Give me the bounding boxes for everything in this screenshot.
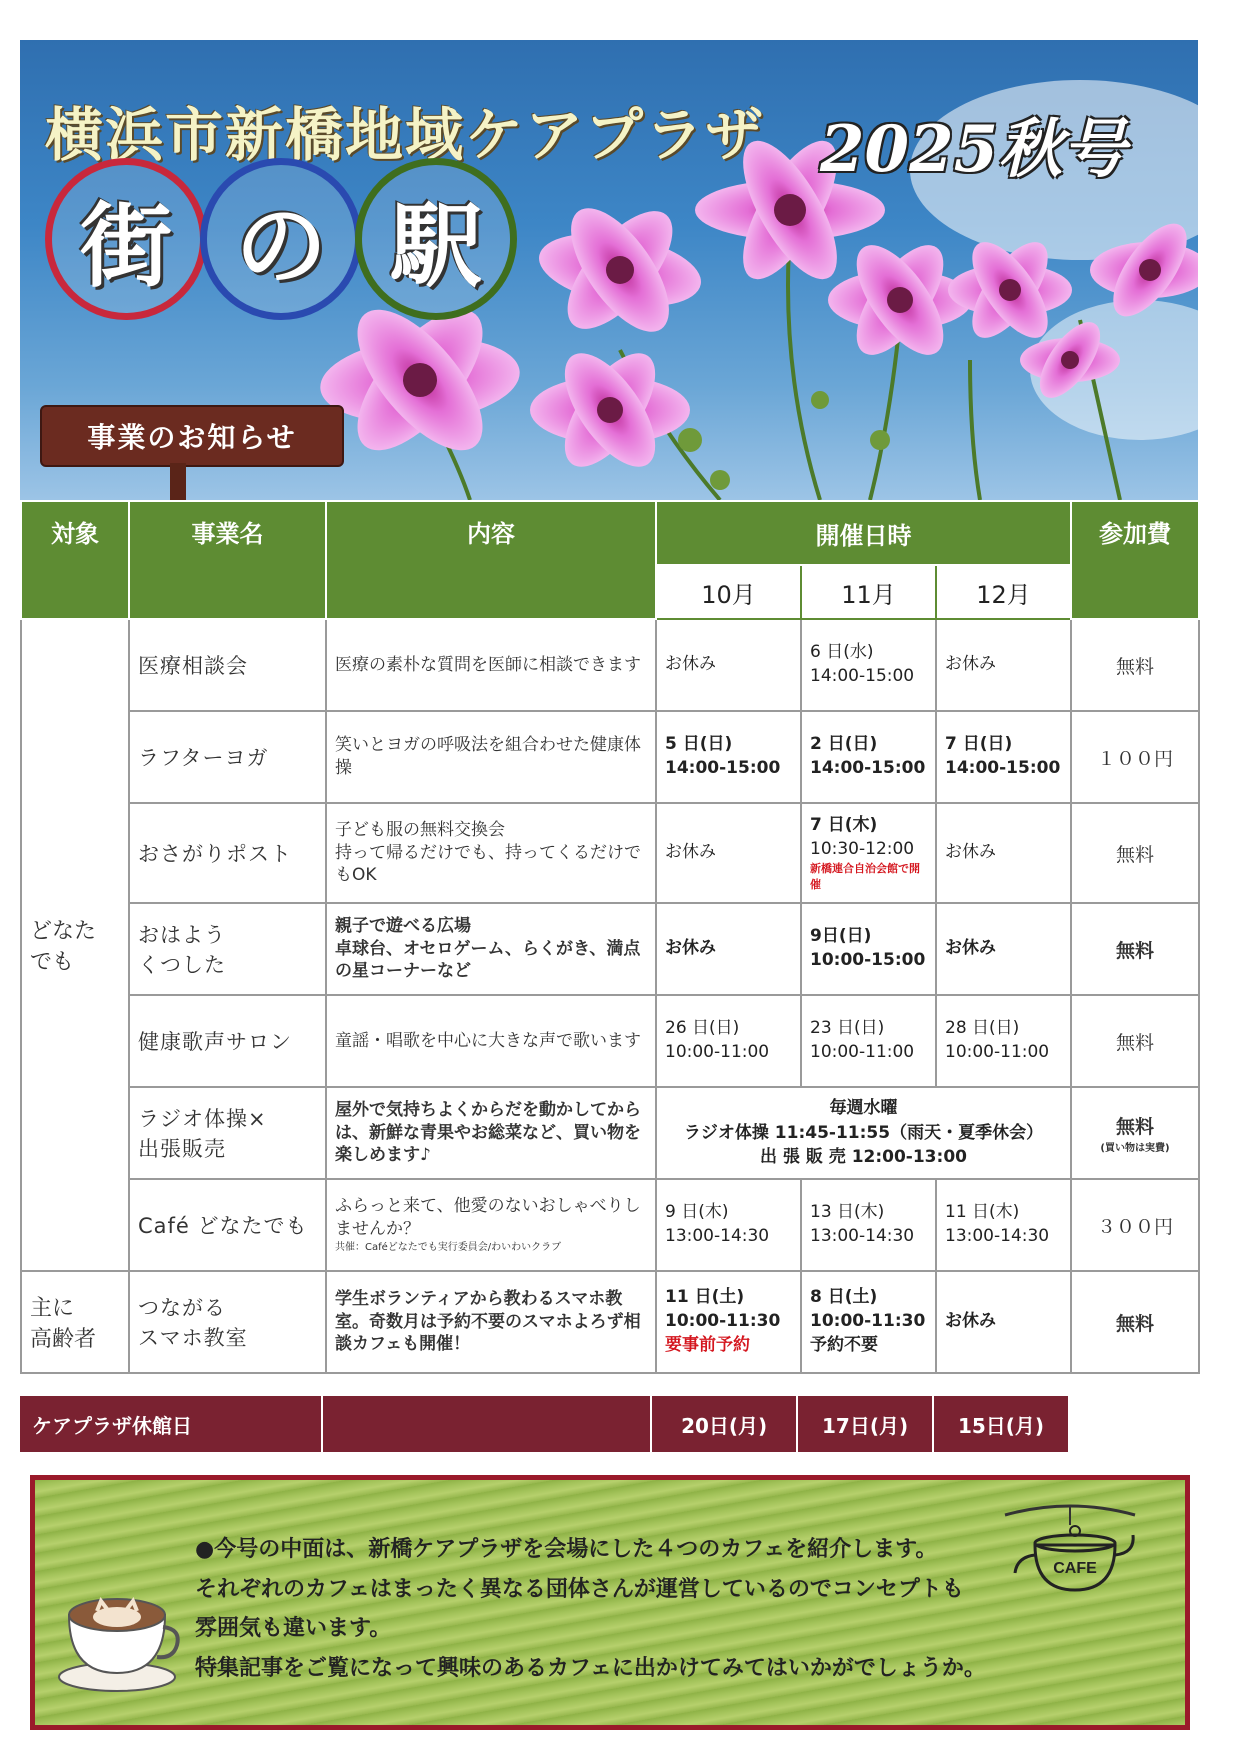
table-row: [21, 803, 1199, 903]
event-content: 笑いとヨガの呼吸法を組合わせた健康体操: [326, 711, 656, 803]
header-target: 対象: [21, 501, 129, 619]
cafe-teapot-sign-icon: [995, 1495, 1145, 1605]
table-row: [21, 1271, 1199, 1373]
merged-schedule-line: 出 張 販 売 12:00-13:00: [760, 1147, 967, 1168]
closed-days-spacer: [323, 1396, 652, 1452]
time-text: 14:00-15:00: [665, 758, 781, 778]
header-month-oct: 10月: [656, 565, 801, 619]
event-content: 童謡・唱歌を中心に大きな声で歌います: [326, 995, 656, 1087]
time-text: 14:00-15:00: [945, 758, 1061, 778]
time-text: 14:00-15:00: [810, 666, 915, 686]
date-text: お休み: [665, 938, 716, 959]
table-row: [21, 1179, 1199, 1271]
cohost-note: 共催：Caféどなたでも実行委員会/わいわいクラブ: [335, 1242, 562, 1254]
event-name: 医療相談会: [129, 619, 326, 711]
date-text: 11 日(土): [665, 1287, 745, 1308]
header-fee: 参加費: [1071, 501, 1199, 619]
cafe-sign-text: CAFE: [1053, 1560, 1097, 1577]
header-month-dec: 12月: [936, 565, 1071, 619]
date-text: 28 日(日): [945, 1018, 1020, 1039]
table-row: [21, 1087, 1199, 1179]
table-row: [21, 619, 1199, 711]
date-text: お休み: [945, 654, 996, 675]
feature-intro-box: [30, 1475, 1190, 1730]
event-name: おはよう くつした: [129, 903, 326, 995]
event-name: おさがりポスト: [129, 803, 326, 903]
signboard-post: [170, 463, 186, 500]
fee-note: (買い物は実費): [1100, 1143, 1170, 1154]
table-row: [21, 711, 1199, 803]
issue-label: 2025秋号: [820, 112, 1127, 187]
section-signboard: 事業のお知らせ: [40, 405, 344, 467]
time-text: 14:00-15:00: [810, 758, 926, 778]
header-schedule: 開催日時: [656, 501, 1071, 565]
time-text: 13:00-14:30: [945, 1226, 1050, 1246]
event-name: つながる スマホ教室: [129, 1271, 326, 1373]
title-char-3: 駅: [355, 158, 517, 320]
fee-text: 無料: [1071, 995, 1199, 1087]
reservation-note: 予約不要: [810, 1334, 878, 1355]
intro-line: 雰囲気も違います。: [195, 1616, 392, 1642]
reservation-note: 要事前予約: [665, 1334, 750, 1355]
header-month-nov: 11月: [801, 565, 936, 619]
latte-cat-cup-icon: [55, 1585, 185, 1695]
closed-day-nov: 17日(月): [798, 1396, 934, 1452]
merged-schedule-line: 毎週水曜: [829, 1098, 898, 1119]
intro-line: それぞれのカフェはまったく異なる団体さんが運営しているのでコンセプトも: [195, 1576, 964, 1602]
event-schedule-table: [20, 500, 1200, 1374]
title-char-1: 街: [45, 158, 207, 320]
intro-text: [195, 1530, 1095, 1688]
time-text: 10:30-12:00: [810, 838, 915, 859]
time-text: 10:00-11:00: [810, 1042, 915, 1062]
date-text: 9 日(木): [665, 1202, 729, 1223]
event-name: Café どなたでも: [129, 1179, 326, 1271]
fee-text: 無料: [1071, 803, 1199, 903]
title-char-2: の: [200, 158, 362, 320]
event-content: 親子で遊べる広場 卓球台、オセロゲーム、らくがき、満点の星コーナーなど: [326, 903, 656, 995]
date-text: 26 日(日): [665, 1018, 740, 1039]
date-text: お休み: [665, 842, 716, 863]
fee-text: 無料: [1071, 619, 1199, 711]
date-text: お休み: [665, 654, 716, 675]
event-name: 健康歌声サロン: [129, 995, 326, 1087]
event-name: ラジオ体操× 出張販売: [129, 1087, 326, 1179]
time-text: 10:00-11:00: [665, 1042, 770, 1062]
date-text: 9日(日): [810, 926, 872, 947]
time-text: 10:00-11:00: [945, 1042, 1050, 1062]
time-text: 10:00-11:30: [810, 1311, 926, 1332]
date-text: 5 日(日): [665, 734, 733, 755]
date-text: 13 日(木): [810, 1202, 885, 1223]
time-text: 10:00-11:30: [665, 1311, 781, 1332]
table-row: [21, 995, 1199, 1087]
date-text: お休み: [945, 938, 996, 959]
event-content: ふらっと来て、他愛のないおしゃべりしませんか？: [335, 1196, 641, 1240]
fee-text: ３００円: [1071, 1179, 1199, 1271]
date-text: お休み: [945, 1311, 996, 1332]
time-text: 13:00-14:30: [665, 1226, 770, 1246]
event-content: 子ども服の無料交換会 持って帰るだけでも、持ってくるだけでもOK: [326, 803, 656, 903]
table-row: [21, 903, 1199, 995]
header-name: 事業名: [129, 501, 326, 619]
venue-note: 新橋連合自治会館で開催: [810, 862, 920, 891]
intro-line: 特集記事をご覧になって興味のあるカフェに出かけてみてはいかがでしょうか。: [195, 1655, 986, 1681]
organization-title: 横浜市新橋地域ケアプラザ: [45, 101, 766, 169]
date-text: 11 日(木): [945, 1202, 1020, 1223]
hero-banner: [20, 40, 1198, 500]
header-content: 内容: [326, 501, 656, 619]
event-content: 屋外で気持ちよくからだを動かしてからは、新鮮な青果やお総菜など、買い物を楽しめます♪: [326, 1087, 656, 1179]
fee-text: 無料: [1071, 1271, 1199, 1373]
target-everyone: どなた でも: [21, 619, 129, 1271]
closed-day-dec: 15日(月): [934, 1396, 1070, 1452]
event-name: ラフターヨガ: [129, 711, 326, 803]
fee-text: １００円: [1071, 711, 1199, 803]
intro-line: ●今号の中面は、新橋ケアプラザを会場にした４つのカフェを紹介します。: [195, 1537, 938, 1562]
closed-days-label: ケアプラザ休館日: [20, 1396, 323, 1452]
fee-text: 無料: [1115, 1116, 1154, 1138]
date-text: 2 日(日): [810, 734, 878, 755]
event-content: 医療の素朴な質問を医師に相談できます: [326, 619, 656, 711]
fee-text: 無料: [1071, 903, 1199, 995]
time-text: 10:00-15:00: [810, 950, 926, 970]
date-text: 7 日(木): [810, 814, 878, 835]
time-text: 13:00-14:30: [810, 1226, 915, 1246]
date-text: 8 日(土): [810, 1287, 878, 1308]
date-text: 6 日(水): [810, 642, 874, 663]
event-content: 学生ボランティアから教わるスマホ教室。奇数月は予約不要のスマホよろず相談カフェも開催！: [326, 1271, 656, 1373]
merged-schedule-line: ラジオ体操 11:45-11:55（雨天・夏季休会）: [683, 1122, 1044, 1143]
closed-days-bar: [20, 1396, 1070, 1452]
date-text: お休み: [945, 842, 996, 863]
date-text: 7 日(日): [945, 734, 1013, 755]
date-text: 23 日(日): [810, 1018, 885, 1039]
target-seniors: 主に 高齢者: [21, 1271, 129, 1373]
closed-day-oct: 20日(月): [652, 1396, 798, 1452]
